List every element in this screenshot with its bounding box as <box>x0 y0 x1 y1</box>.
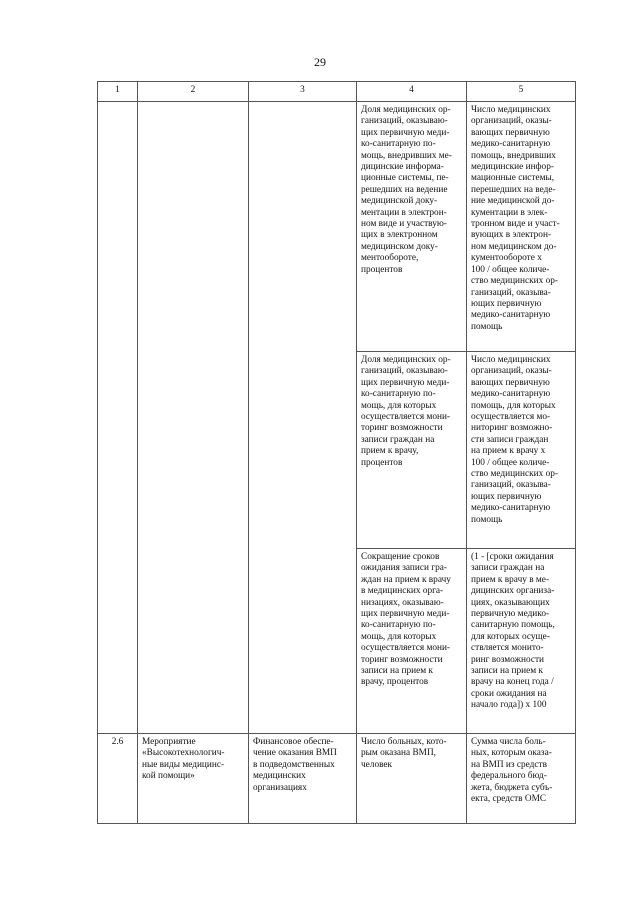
column-header-5: 5 <box>467 82 576 102</box>
measure-name: Мероприятие «Высокотехнологич- ные виды медицинс- кой помощи» <box>138 734 249 824</box>
indicator-name: Доля медицинских ор- ганизаций, оказываю- щих первичную меди- ко-санитарную по- мощь, внедривших ме- дицинские информа- ционные системы, пе- решедших на ведение медицинской доку- ментации в электрон- ном виде и участвую- щих в электронном медицинском доку- ментообороте, процентов <box>357 102 467 352</box>
continuation-cell-goal <box>249 102 357 734</box>
indicator-formula: Число медицинских организаций, оказы- вающих первичную медико-санитарную помощь, внедривших медицинские инфор- мационные системы, перешедших на веде- ние медицинской до- кументации в элек- тронном виде и участ- вующих в электрон- ном медицинском до- кументообороте х 100 / общее количе- ство медицинских ор- ганизаций, оказыва- ющих первичную медико-санитарную помощь <box>467 102 576 352</box>
indicator-formula: Число медицинских организаций, оказы- вающих первичную медико-санитарную помощь, для которых осуществляется мо- ниторинг возможно- сти записи граждан на прием к врачу х 100 / общее количе- ство медицинских ор- ганизаций, оказыва- ющих первичную медико-санитарную помощь <box>467 352 576 549</box>
column-header-4: 4 <box>357 82 467 102</box>
indicator-name: Сокращение сроков ожидания записи гра- ждан на прием к врачу в медицинских орга- низациях, оказываю- щих первичную меди- ко-санитарную по- мощь, для которых осуществляется мони- торинг возможности записи на прием к врачу, процентов <box>357 549 467 734</box>
column-header-1: 1 <box>98 82 138 102</box>
measure-goal: Финансовое обеспе- чение оказания ВМП в подведомственных медицинских организациях <box>249 734 357 824</box>
continuation-cell-number <box>98 102 138 734</box>
page-number: 29 <box>314 55 326 69</box>
table-header-row <box>98 82 576 102</box>
table-row <box>98 102 576 352</box>
indicator-name: Доля медицинских ор- ганизаций, оказываю- щих первичную меди- ко-санитарную по- мощь, для которых осуществляется мони- торинг возможности записи граждан на прием к врачу, процентов <box>357 352 467 549</box>
column-header-2: 2 <box>138 82 249 102</box>
column-header-3: 3 <box>249 82 357 102</box>
indicator-name: Число больных, кото- рым оказана ВМП, человек <box>357 734 467 824</box>
indicators-table <box>97 81 576 824</box>
continuation-cell-measure <box>138 102 249 734</box>
row-number: 2.6 <box>98 734 138 824</box>
indicator-formula: (1 - [сроки ожидания записи граждан на прием к врачу в ме- дицинских организа- циях, оказывающих первичную медико- санитарную помощь, для которых осуще- ствляется монито- ринг возможности записи на прием к врачу на конец года / сроки ожидания на начало года]) х 100 <box>467 549 576 734</box>
indicator-formula: Сумма числа боль- ных, которым оказа- на ВМП из средств федерального бюд- жета, бюджета субъ- екта, средств ОМС <box>467 734 576 824</box>
table-row <box>98 734 576 824</box>
